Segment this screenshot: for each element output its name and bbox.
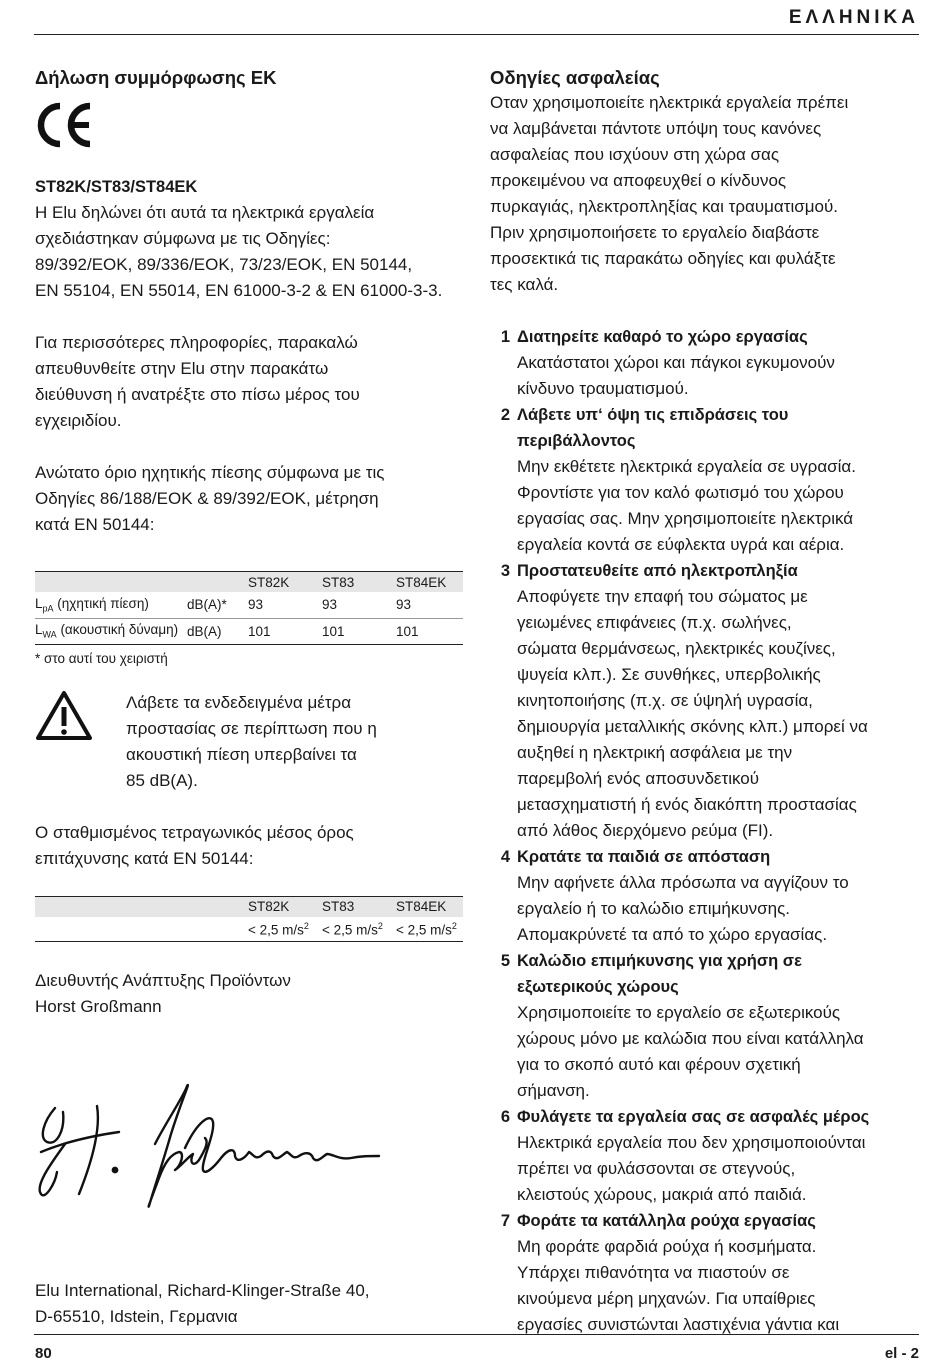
item-title: Λάβετε υπ‘ όψη τις επιδράσεις του bbox=[517, 406, 789, 424]
item-text: μετασχηματιστή ή ενός διακόπτη προστασίας bbox=[517, 795, 857, 814]
item-text: πρέπει να φυλάσσονται σε στεγνούς, bbox=[517, 1159, 796, 1178]
vibration-table-header: ST82K ST83 ST84EK bbox=[35, 896, 463, 917]
list-item bbox=[490, 948, 920, 1104]
declaration-text: Η Elu δηλώνει ότι αυτά τα ηλεκτρικά εργαλεία σχεδιάστηκαν σύμφωνα με τις Οδηγίες: 89/392/ΕΟΚ, 89/336/ΕΟΚ, 73/23/ΕΟΚ, EN 50144, EN 55104, EN 55014, EN 61000-3-2 & EN 61000-3-3. bbox=[35, 203, 443, 300]
warning-triangle-icon bbox=[35, 690, 93, 742]
signatory-name: Horst Großmann bbox=[35, 997, 162, 1016]
list-item bbox=[490, 402, 920, 558]
item-text: γειωμένες επιφάνειες (π.χ. σωλήνες, bbox=[517, 613, 792, 632]
address: Elu International, Richard-Klinger-Straße 40, D-65510, Idstein, Γερμανια bbox=[35, 1281, 370, 1326]
item-title: περιβάλλοντος bbox=[517, 432, 636, 450]
item-text: Χρησιμοποιείτε το εργαλείο σε εξωτερικούς bbox=[517, 1003, 841, 1022]
signature bbox=[35, 1082, 465, 1242]
item-number: 7 bbox=[500, 1212, 510, 1230]
item-text: από λάθος διερχόμενο ρεύμα (FI). bbox=[517, 821, 774, 840]
item-text: Φροντίστε για τον καλό φωτισμό του χώρου bbox=[517, 483, 844, 502]
item-number: 2 bbox=[500, 406, 510, 424]
item-text: κλειστούς χώρους, μακριά από παιδιά. bbox=[517, 1185, 807, 1204]
list-item bbox=[490, 558, 920, 844]
table-row: < 2,5 $m/s^2$ < 2,5 $m/s^2$ < 2,5 $m/s^2$ bbox=[35, 917, 463, 942]
item-title: Φοράτε τα κατάλληλα ρούχα εργασίας bbox=[517, 1212, 816, 1230]
item-text: Υπάρχει πιθανότητα να πιαστούν σε bbox=[517, 1263, 790, 1282]
item-text: παρεμβολή ενός αποσυνδετικού bbox=[517, 769, 760, 788]
models-heading: ST82K/ST83/ST84EK bbox=[35, 178, 198, 196]
table-row: $L_{WA}$ (ακουστική δύναμη) dB(A) 101 101 101 bbox=[35, 618, 463, 644]
item-text: εργασίες συνιστώνται λαστιχένια γάντια και bbox=[517, 1315, 840, 1334]
item-text: Απομακρύνετέ τα από το χώρο εργασίας. bbox=[517, 925, 828, 944]
info-text: Για περισσότερες πληροφορίες, παρακαλώ απευθυνθείτε στην Elu στην παρακάτω διεύθυνση ή ανατρέξτε στο πίσω μέρος του εγχειριδίου. bbox=[35, 333, 360, 430]
right-column bbox=[490, 66, 920, 1338]
item-text: εργαλείο ή το καλώδιο επιμήκυνσης. bbox=[517, 899, 790, 918]
item-text: δημιουργία μεταλλικής σκόνης κλπ.) μπορεί να bbox=[517, 717, 868, 736]
item-text: κινητοποιήσης (π.χ. σε ύψηλή υγρασία, bbox=[517, 691, 813, 710]
item-text: Αποφύγετε την επαφή του σώματος με bbox=[517, 587, 808, 606]
safety-intro: Οταν χρησιμοποιείτε ηλεκτρικά εργαλεία πρέπει να λαμβάνεται πάντοτε υπόψη τους κανόνες ασφαλείας που ισχύουν στη χώρα σας προκειμένου να αποφευχθεί ο κίνδυνος πυρκαγιάς, ηλεκτροπληξίας και τραυματισμού. Πριν χρησιμοποιήσετε το εργαλείο διαβάστε προσεκτικά τις παρακάτω οδηγίες και φυλάξτε τες καλά. bbox=[490, 93, 849, 294]
item-text: Ηλεκτρικά εργαλεία που δεν χρησιμοποιούνται bbox=[517, 1133, 866, 1152]
noise-footnote: * στο αυτί του χειριστή bbox=[35, 650, 168, 666]
item-title: Κρατάτε τα παιδιά σε απόσταση bbox=[517, 848, 771, 866]
vibration-intro: Ο σταθμισμένος τετραγωνικός μέσος όρος επιτάχυνσης κατά EN 50144: bbox=[35, 822, 354, 868]
signatory bbox=[35, 968, 465, 1020]
page-number: 80 bbox=[35, 1345, 52, 1362]
item-text: για το σκοπό αυτό και φέρουν σχετική bbox=[517, 1055, 801, 1074]
item-number: 6 bbox=[500, 1108, 510, 1126]
list-item bbox=[490, 324, 920, 402]
item-text: σώματα θερμάνσεως, ηλεκτρικές κουζίνες, bbox=[517, 639, 836, 658]
noise-table-header: ST82K ST83 ST84EK bbox=[35, 572, 463, 593]
item-number: 1 bbox=[500, 328, 510, 346]
item-title: Προστατευθείτε από ηλεκτροπληξία bbox=[517, 562, 798, 580]
declaration-title: Δήλωση συμμόρφωσης ΕΚ bbox=[35, 67, 277, 88]
ce-mark-icon bbox=[35, 100, 465, 156]
table-row: $L_{pA}$ (ηχητική πίεση) dB(A)* 93 93 93 bbox=[35, 592, 463, 618]
item-text: χώρους μόνο με καλώδια που είναι κατάλληλα bbox=[517, 1029, 864, 1048]
item-number: 3 bbox=[500, 562, 510, 580]
warning-block bbox=[35, 690, 465, 794]
safety-title: Οδηγίες ασφαλείας bbox=[490, 67, 660, 88]
vibration-table bbox=[35, 896, 463, 943]
item-text: εργαλεία κοντά σε εύφλεκτα υγρά και αέρια. bbox=[517, 535, 845, 554]
warning-text: Λάβετε τα ενδεδειγμένα μέτρα προστασίας σε περίπτωση που η ακουστική πίεση υπερβαίνει τα 85 dB(A). bbox=[126, 692, 377, 790]
noise-intro: Ανώτατο όριο ηχητικής πίεσης σύμφωνα με τις Οδηγίες 86/188/ΕΟΚ & 89/392/ΕΟΚ, μέτρηση κατά EN 50144: bbox=[35, 463, 385, 534]
item-title: Διατηρείτε καθαρό το χώρο εργασίας bbox=[517, 328, 808, 346]
item-text: Μη φοράτε φαρδιά ρούχα ή κοσμήματα. bbox=[517, 1237, 817, 1256]
page-code: el - 2 bbox=[884, 1345, 919, 1362]
item-text: εργασίας σας. Μην χρησιμοποιείτε ηλεκτρικά bbox=[517, 509, 854, 528]
item-text: Ακατάστατοι χώροι και πάγκοι εγκυμονούν bbox=[517, 353, 835, 372]
item-title: Καλώδιο επιμήκυνσης για χρήση σε bbox=[517, 952, 802, 970]
language-header: ΕΛΛΗΝΙΚΑ bbox=[788, 7, 919, 28]
safety-list bbox=[490, 324, 920, 1338]
item-text: σήμανση. bbox=[517, 1081, 590, 1100]
list-item bbox=[490, 1104, 920, 1208]
item-number: 4 bbox=[500, 848, 510, 866]
footer-rule bbox=[34, 1334, 919, 1335]
noise-table bbox=[35, 571, 463, 645]
list-item bbox=[490, 844, 920, 948]
left-column bbox=[35, 66, 465, 1330]
item-text: κινούμενα μέρη μηχανών. Για υπαίθριες bbox=[517, 1289, 816, 1308]
item-text: ψυγεία κλπ.). Σε συνθήκες, υπερβολικής bbox=[517, 665, 821, 684]
item-number: 5 bbox=[500, 952, 510, 970]
header-rule bbox=[34, 34, 919, 35]
item-text: Μην εκθέτετε ηλεκτρικά εργαλεία σε υγρασία. bbox=[517, 457, 856, 476]
item-text: αυξηθεί η ηλεκτρική ασφάλεια με την bbox=[517, 743, 793, 762]
item-text: κίνδυνο τραυματισμού. bbox=[517, 379, 689, 398]
item-title: Φυλάγετε τα εργαλεία σας σε ασφαλές μέρος bbox=[517, 1108, 870, 1126]
item-text: Μην αφήνετε άλλα πρόσωπα να αγγίζουν το bbox=[517, 873, 849, 892]
list-item bbox=[490, 1208, 920, 1338]
signatory-title: Διευθυντής Ανάπτυξης Προϊόντων bbox=[35, 971, 291, 990]
item-title: εξωτερικούς χώρους bbox=[517, 978, 679, 996]
